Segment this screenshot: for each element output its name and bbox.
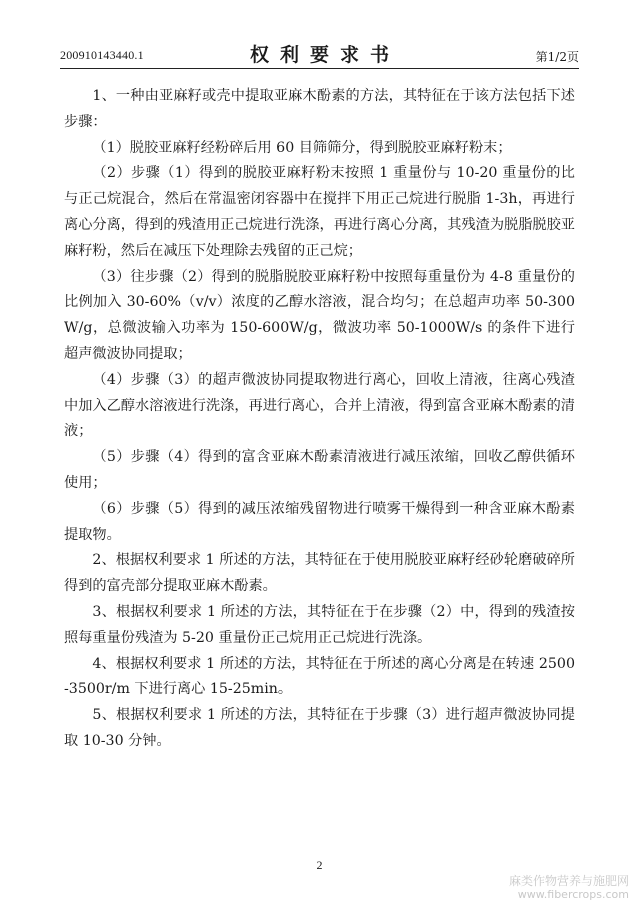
site-watermark xyxy=(509,874,629,902)
page-header xyxy=(60,40,579,70)
claim-1-step-5: （5）步骤（4）得到的富含亚麻木酚素清液进行减压浓缩，回收乙醇供循环使用； xyxy=(64,449,575,491)
document-title: 权利要求书 xyxy=(249,44,400,66)
claim-2: 2、根据权利要求 1 所述的方法，其特征在于使用脱胶亚麻籽经砂轮磨破碎所得到的富壳部分提取亚麻木酚素。 xyxy=(64,552,575,595)
claim-4: 4、根据权利要求 1 所述的方法，其特征在于所述的离心分离是在转速 2500-3500r/m 下进行离心 15-25min。 xyxy=(64,655,575,698)
claim-1-intro: 1、一种由亚麻籽或壳中提取亚麻木酚素的方法，其特征在于该方法包括下述步骤： xyxy=(64,88,575,130)
watermark-site-name: 麻类作物营养与施肥网 xyxy=(508,874,629,888)
claim-5: 5、根据权利要求 1 所述的方法，其特征在于步骤（3）进行超声微波协同提取 10-30 分钟。 xyxy=(64,707,575,749)
claim-1-step-3: （3）往步骤（2）得到的脱脂脱胶亚麻籽粉中按照每重量份为 4-8 重量份的比例加入 30-60%（v/v）浓度的乙醇水溶液，混合均匀；在总超声功率 50-300W/g，总微波输入功率为 150-600W/g，微波功率 50-1000W/s 的条件下进行超声微波协同提取； xyxy=(64,268,575,362)
claim-1-step-4: （4）步骤（3）的超声微波协同提取物进行离心，回收上清液，往离心残渣中加入乙醇水溶液进行洗涤，再进行离心，合并上清液，得到富含亚麻木酚素的清液； xyxy=(64,371,575,440)
header-divider xyxy=(60,68,579,69)
watermark-url: www.fibercrops.com xyxy=(517,888,629,901)
page-number: 2 xyxy=(316,858,323,872)
claim-1-step-1: （1）脱胶亚麻籽经粉碎后用 60 目筛筛分，得到脱胶亚麻籽粉末； xyxy=(92,139,512,156)
page-indicator: 第1/2页 xyxy=(535,50,579,64)
claim-1-step-2: （2）步骤（1）得到的脱胶亚麻籽粉末按照 1 重量份与 10-20 重量份的比与正己烷混合，然后在常温密闭容器中在搅拌下用正己烷进行脱脂 1-3h，再进行离心分离，得到的残渣用正己烷进行洗涤，再进行离心分离，其残渣为脱脂脱胶亚麻籽粉，然后在减压下处理除去残留的正己烷； xyxy=(64,165,575,259)
claim-1-step-6: （6）步骤（5）得到的减压浓缩残留物进行喷雾干燥得到一种含亚麻木酚素提取物。 xyxy=(64,500,575,543)
claims-body xyxy=(64,84,575,755)
application-number: 200910143440.1 xyxy=(60,48,144,62)
claim-3: 3、根据权利要求 1 所述的方法，其特征在于在步骤（2）中，得到的残渣按照每重量份残渣为 5-20 重量份正己烷用正己烷进行洗涤。 xyxy=(64,603,575,646)
